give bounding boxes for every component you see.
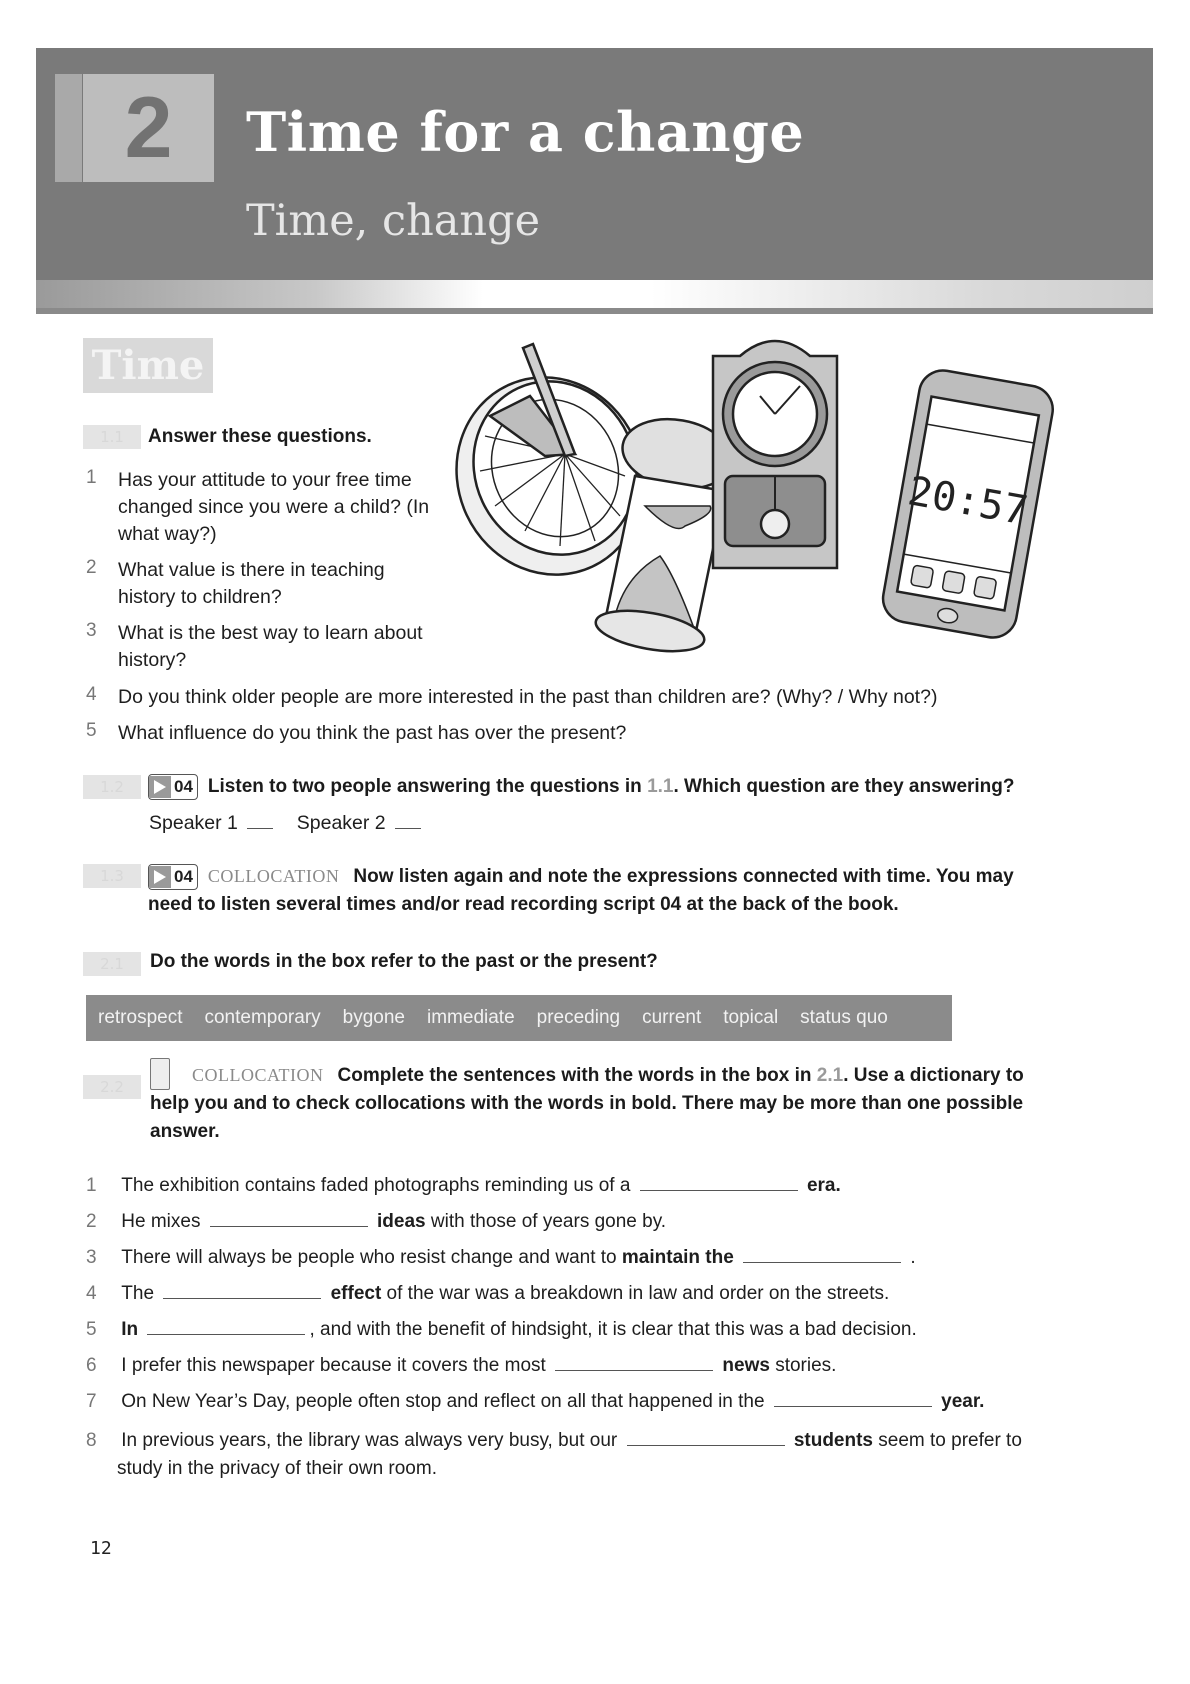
sentence-text: I prefer this newspaper because it covers the most xyxy=(121,1355,546,1376)
sentence-number: 2 xyxy=(86,1211,97,1232)
sentence-number: 5 xyxy=(86,1319,97,1340)
sentence-text: seem to prefer to xyxy=(873,1430,1022,1451)
question-text-line: What value is there in teaching xyxy=(118,559,385,581)
smartphone-icon xyxy=(879,367,1056,642)
exercise-number-1-1: 1.1 xyxy=(83,425,141,449)
exercise-1-1-instruction: Answer these questions. xyxy=(148,426,372,447)
word-box-item: status quo xyxy=(800,1007,888,1028)
word-box-item: retrospect xyxy=(98,1007,183,1028)
header-bottom-rule xyxy=(36,308,1153,314)
question-text-line: history to children? xyxy=(118,586,282,608)
question-number: 1 xyxy=(86,467,97,488)
exercise-1-2-instruction xyxy=(148,774,1015,800)
sentence-text: . xyxy=(905,1247,916,1268)
word-box-item: current xyxy=(642,1007,702,1028)
sentence-text: with those of years gone by. xyxy=(425,1211,667,1232)
question-text-line: What influence do you think the past has over the present? xyxy=(118,722,627,744)
collocation-tag: COLLOCATION xyxy=(192,1065,324,1085)
instruction-text: need to listen several times and/or read recording script 04 at the back of the book. xyxy=(148,894,899,915)
bold-collocate: students xyxy=(793,1430,873,1451)
instruction-text: . Which question are they answering? xyxy=(673,776,1015,798)
answer-blank[interactable] xyxy=(627,1444,785,1446)
exercise-number-2-2: 2.2 xyxy=(83,1075,141,1099)
sentence-item xyxy=(86,1247,916,1269)
sentence-text: of the war was a breakdown in law and order on the streets. xyxy=(381,1283,890,1304)
exercise-number-1-3: 1.3 xyxy=(83,864,141,888)
pendulum-clock-icon xyxy=(713,341,837,568)
exercise-reference: 1.1 xyxy=(647,776,674,798)
play-icon xyxy=(149,866,171,888)
bold-collocate: news xyxy=(722,1355,770,1376)
question-item xyxy=(86,620,423,674)
exercise-2-2-instruction xyxy=(150,1058,1050,1146)
bold-collocate: era. xyxy=(806,1175,841,1196)
question-text-line: Has your attitude to your free time xyxy=(118,469,412,491)
instruction-text: help you and to check collocations with the words in bold. There may be more than one possible xyxy=(150,1093,1024,1114)
sentence-text: stories. xyxy=(769,1355,837,1376)
sentence-number: 3 xyxy=(86,1247,97,1268)
word-box-item: preceding xyxy=(536,1007,621,1028)
instruction-text: answer. xyxy=(150,1121,220,1142)
svg-text:20:57: 20:57 xyxy=(904,468,1032,535)
instruction-text: Complete the sentences with the words in the box in xyxy=(337,1065,817,1086)
instruction-text: Listen to two people answering the questions in xyxy=(207,776,648,798)
sentence-item xyxy=(86,1283,889,1305)
sentence-item xyxy=(86,1427,1022,1483)
sentence-item xyxy=(86,1319,917,1341)
question-item xyxy=(86,467,429,548)
question-item xyxy=(86,557,385,611)
audio-track-number: 04 xyxy=(174,866,193,886)
answer-blank[interactable] xyxy=(743,1261,901,1263)
exercise-1-3-instruction xyxy=(148,862,1048,919)
sentence-text: He mixes xyxy=(121,1211,201,1232)
exercise-2-1-instruction: Do the words in the box refer to the past or the present? xyxy=(150,951,658,972)
sentence-item xyxy=(86,1211,666,1233)
question-item xyxy=(86,720,626,747)
sentence-number: 1 xyxy=(86,1175,97,1196)
question-number: 5 xyxy=(86,720,97,741)
sentence-text: In previous years, the library was always very busy, but our xyxy=(121,1430,618,1451)
speaker-1-answer-blank[interactable] xyxy=(247,827,273,829)
chapter-subtitle: Time, change xyxy=(246,196,541,246)
word-box-item: topical xyxy=(723,1007,779,1028)
answer-blank[interactable] xyxy=(555,1369,713,1371)
sentence-number: 8 xyxy=(86,1430,97,1451)
instruction-text: . Use a dictionary to xyxy=(843,1065,1024,1086)
header-gradient-stripe xyxy=(36,280,1153,308)
chapter-title: Time for a change xyxy=(246,100,805,164)
bold-collocate: year. xyxy=(941,1391,985,1412)
speaker-answers xyxy=(149,810,425,837)
unit-number: 2 xyxy=(83,74,214,182)
sentence-text: The exhibition contains faded photographs reminding us of a xyxy=(121,1175,631,1196)
speaker-2-label: Speaker 2 xyxy=(296,812,386,834)
dictionary-icon xyxy=(150,1058,170,1090)
sentence-text: , and with the benefit of hindsight, it is clear that this was a bad decision. xyxy=(309,1319,917,1340)
play-icon xyxy=(149,776,171,798)
sentence-item xyxy=(86,1355,836,1377)
question-number: 3 xyxy=(86,620,97,641)
unit-number-accent-bar xyxy=(55,74,82,182)
answer-blank[interactable] xyxy=(163,1297,321,1299)
word-box-item: immediate xyxy=(427,1007,515,1028)
question-text-line: what way?) xyxy=(118,523,217,545)
question-number: 2 xyxy=(86,557,97,578)
timekeeping-illustration xyxy=(455,336,1065,656)
page-number: 12 xyxy=(90,1538,112,1559)
answer-blank[interactable] xyxy=(774,1405,932,1407)
section-label: Time xyxy=(83,338,213,393)
word-box-item: bygone xyxy=(342,1007,405,1028)
bold-collocate: effect xyxy=(330,1283,382,1304)
audio-track-button[interactable] xyxy=(148,774,198,800)
sentence-number: 6 xyxy=(86,1355,97,1376)
bold-collocate: maintain the xyxy=(621,1247,734,1268)
word-box-item: contemporary xyxy=(204,1007,321,1028)
question-text-line: What is the best way to learn about xyxy=(118,622,423,644)
audio-track-number: 04 xyxy=(174,777,193,796)
sentence-item xyxy=(86,1391,984,1413)
speaker-1-label: Speaker 1 xyxy=(149,812,238,834)
sentence-number: 7 xyxy=(86,1391,97,1412)
question-text-line: history? xyxy=(118,649,187,671)
exercise-reference: 2.1 xyxy=(816,1065,844,1086)
sentence-text: study in the privacy of their own room. xyxy=(117,1458,437,1479)
sentence-text: The xyxy=(121,1283,155,1304)
audio-track-button[interactable] xyxy=(148,864,198,890)
collocation-tag: COLLOCATION xyxy=(207,866,340,886)
bold-collocate: In xyxy=(121,1319,139,1340)
sentence-text: On New Year’s Day, people often stop and reflect on all that happened in the xyxy=(121,1391,765,1412)
answer-blank[interactable] xyxy=(147,1333,305,1335)
instruction-text: Now listen again and note the expressions connected with time. You may xyxy=(353,866,1014,887)
answer-blank[interactable] xyxy=(640,1189,798,1191)
sentence-item xyxy=(86,1175,841,1197)
word-box xyxy=(86,995,952,1041)
sentence-number: 4 xyxy=(86,1283,97,1304)
sentence-text: There will always be people who resist change and want to xyxy=(121,1247,622,1268)
question-text-line: Do you think older people are more interested in the past than children are? (Why? / Why not?) xyxy=(118,686,938,708)
question-item xyxy=(86,684,937,711)
exercise-number-2-1: 2.1 xyxy=(83,952,141,976)
question-number: 4 xyxy=(86,684,97,705)
exercise-number-1-2: 1.2 xyxy=(83,775,141,799)
question-text-line: changed since you were a child? (In xyxy=(118,496,430,518)
bold-collocate: ideas xyxy=(377,1211,426,1232)
answer-blank[interactable] xyxy=(210,1225,368,1227)
speaker-2-answer-blank[interactable] xyxy=(395,827,421,829)
